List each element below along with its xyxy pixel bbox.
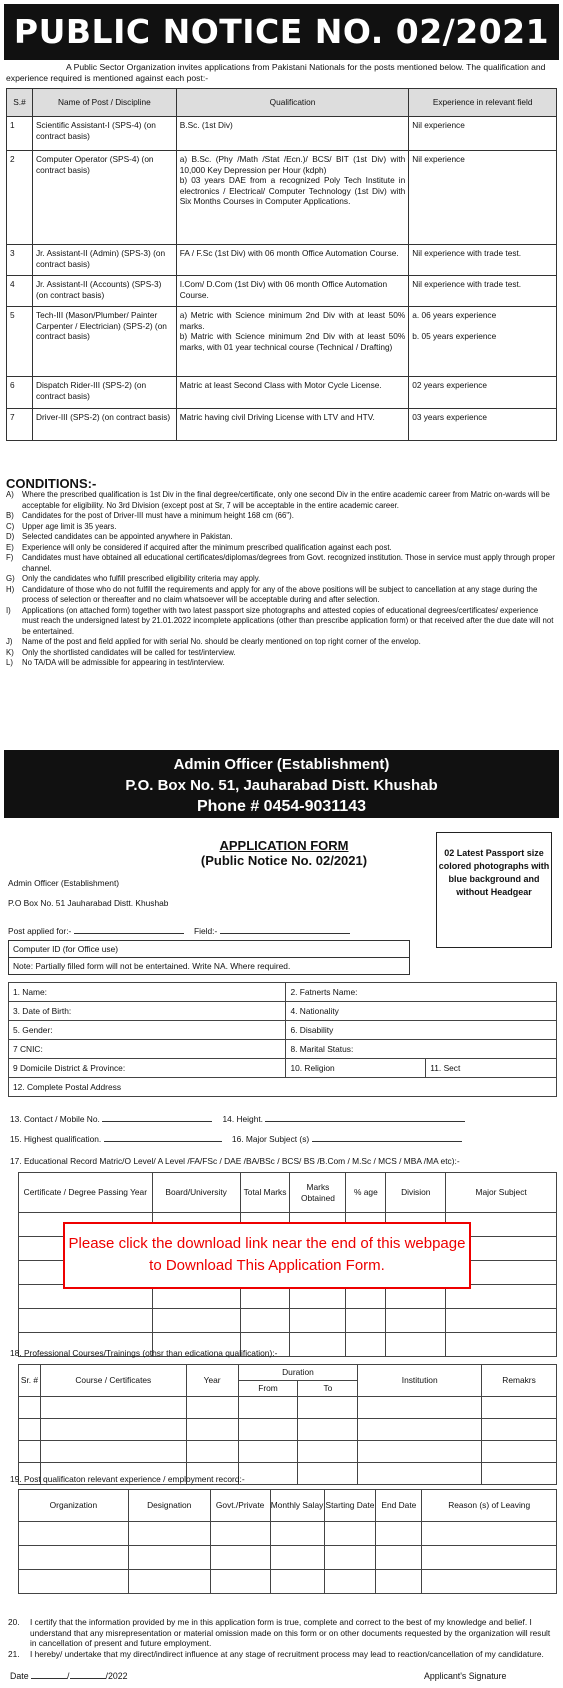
edu-cell[interactable]	[346, 1333, 386, 1357]
form-address-office: Admin Officer (Establishment)	[8, 878, 120, 888]
cell-qualification: a) Metric with Science minimum 2nd Div with at least 50% marks. b) Matric with Science minimum 2nd Div with at least 50% marks, with 01 year technical course (Technical / Drafting)	[176, 307, 409, 377]
prof-cell[interactable]	[482, 1463, 557, 1485]
prof-cell[interactable]	[358, 1463, 482, 1485]
list-item	[6, 585, 557, 606]
condition-text: Experience will only be considered if acquired after the minimum prescribed qualification against each post.	[22, 542, 392, 552]
exp-cell[interactable]	[422, 1570, 557, 1594]
exp-header-reason: Reason (s) of Leaving	[422, 1490, 557, 1522]
condition-text: Only the shortlisted candidates will be called for test/interview.	[22, 647, 236, 657]
exp-cell[interactable]	[128, 1546, 210, 1570]
cell-experience: 02 years experience	[409, 377, 557, 409]
prof-cell[interactable]	[40, 1397, 186, 1419]
table-row	[19, 1309, 557, 1333]
exp-header-salary: Monthly Salay	[270, 1490, 324, 1522]
condition-text: Upper age limit is 35 years.	[22, 521, 117, 531]
exp-cell[interactable]	[324, 1570, 376, 1594]
qualification-row	[10, 1134, 462, 1144]
exp-cell[interactable]	[422, 1546, 557, 1570]
major-subject-label: 16. Major Subject (s)	[231, 1134, 310, 1144]
gender-field[interactable]: 5. Gender:	[9, 1021, 286, 1040]
table-row	[7, 117, 557, 151]
declarations	[8, 1617, 557, 1659]
list-item	[6, 553, 557, 574]
condition-text: No TA/DA will be admissible for appearing in test/interview.	[22, 658, 225, 667]
condition-key: K)	[6, 647, 14, 657]
table-row	[7, 307, 557, 377]
contact-office: Admin Officer (Establishment)	[173, 756, 390, 773]
postal-address-field[interactable]: 12. Complete Postal Address	[9, 1078, 557, 1097]
condition-text: Only the candidates who fulfill prescribed eligibility criteria may apply.	[22, 574, 261, 583]
posts-table	[6, 88, 557, 441]
condition-text: Selected candidates can be appointed anywhere in Pakistan.	[22, 532, 233, 541]
conditions-heading: CONDITIONS:-	[6, 476, 97, 491]
table-row	[7, 409, 557, 441]
conditions-list	[6, 490, 557, 669]
personal-info-table	[8, 982, 557, 1097]
decl-text: I hereby/ undertake that my direct/indirect influence at any stage of recruitment process may lead to reaction/cancellation of my candidature.	[30, 1648, 544, 1659]
prof-title: 18. Professional Courses/Trainings (othsr than edicationa qualification):-	[10, 1348, 278, 1358]
prof-cell[interactable]	[19, 1441, 41, 1463]
edu-cell[interactable]	[290, 1333, 346, 1357]
exp-cell[interactable]	[324, 1522, 376, 1546]
applicant-signature: Applicant's Signature	[424, 1671, 507, 1681]
edu-cell[interactable]	[386, 1333, 446, 1357]
exp-header-designation: Designation	[128, 1490, 210, 1522]
header-post: Name of Post / Discipline	[32, 89, 176, 117]
date-day-input[interactable]	[31, 1678, 67, 1679]
table-row	[19, 1419, 557, 1441]
prof-cell[interactable]	[238, 1419, 298, 1441]
father-name-field[interactable]: 2. Fatnerts Name:	[286, 983, 557, 1002]
exp-cell[interactable]	[270, 1522, 324, 1546]
exp-cell[interactable]	[210, 1570, 270, 1594]
prof-header-year: Year	[186, 1365, 238, 1397]
cell-qualification: B.Sc. (1st Div)	[176, 117, 409, 151]
photo-box: 02 Latest Passport size colored photographs with blue background and without Headgear	[436, 832, 552, 948]
condition-key: L)	[6, 658, 13, 667]
condition-key: G)	[6, 574, 15, 583]
cell-sn: 4	[7, 276, 33, 307]
table-row	[19, 1546, 557, 1570]
highest-qualification-label: 15. Highest qualification.	[10, 1134, 102, 1144]
edu-cell[interactable]	[446, 1333, 557, 1357]
cell-post: Dispatch Rider-III (SPS-2) (on contract basis)	[32, 377, 176, 409]
form-subtitle: (Public Notice No. 02/2021)	[200, 853, 368, 868]
condition-key: C)	[6, 521, 15, 531]
contact-address: P.O. Box No. 51, Jauharabad Distt. Khushab	[125, 777, 438, 794]
cell-qualification: a) B.Sc. (Phy /Math /Stat /Ecn.)/ BCS/ BIT (1st Div) with 10,000 Key Depression per Hour (kdph) b) 03 years DAE from a recognized Poly Tech Institute in electronics / Electrical/ Computer Technology (1st Div) with Six Months Courses in Computer Applications.	[176, 151, 409, 245]
list-item	[6, 522, 557, 533]
prof-cell[interactable]	[358, 1397, 482, 1419]
download-notice[interactable]: Please click the download link near the end of this webpage to Download This Application Form.	[63, 1222, 471, 1289]
condition-text: Where the prescribed qualification is 1st Div in the final degree/certificate, only one second Div in the entire academic career from Matric on-wards will be acceptable for eligibility. No 3rd Division (except post at Sr, 7 will be acceptable in the entire academic career.	[22, 490, 550, 510]
cell-experience: Nil experience	[409, 117, 557, 151]
professional-courses-table	[18, 1364, 557, 1485]
edu-cell[interactable]	[152, 1309, 240, 1333]
contact-row	[10, 1114, 465, 1124]
edu-cell[interactable]	[290, 1309, 346, 1333]
cell-post: Computer Operator (SPS-4) (on contract basis)	[32, 151, 176, 245]
cell-qualification: Matric having civil Driving License with LTV and HTV.	[176, 409, 409, 441]
condition-key: A)	[6, 490, 14, 499]
post-applied-label: Post applied for:-	[8, 926, 72, 936]
field-input[interactable]	[220, 933, 350, 934]
contact-phone: Phone # 0454-9031143	[196, 798, 366, 815]
list-item	[6, 490, 557, 511]
cell-post: Jr. Assistant-II (Accounts) (SPS-3) (on contract basis)	[32, 276, 176, 307]
exp-cell[interactable]	[376, 1570, 422, 1594]
edu-cell[interactable]	[19, 1309, 153, 1333]
edu-header-percent: % age	[346, 1173, 386, 1213]
cell-experience: a. 06 years experience b. 05 years experience	[409, 307, 557, 377]
condition-key: F)	[6, 553, 14, 562]
exp-cell[interactable]	[19, 1570, 129, 1594]
exp-cell[interactable]	[376, 1546, 422, 1570]
cell-sn: 7	[7, 409, 33, 441]
cell-sn: 3	[7, 245, 33, 276]
dob-field[interactable]: 3. Date of Birth:	[9, 1002, 286, 1021]
cell-post: Jr. Assistant-II (Admin) (SPS-3) (on contract basis)	[32, 245, 176, 276]
contact-input[interactable]	[102, 1121, 212, 1122]
exp-cell[interactable]	[270, 1546, 324, 1570]
cell-experience: Nil experience	[409, 151, 557, 245]
cell-experience: Nil experience with trade test.	[409, 245, 557, 276]
height-input[interactable]	[265, 1121, 465, 1122]
table-row	[7, 276, 557, 307]
prof-cell[interactable]	[19, 1419, 41, 1441]
prof-header-duration: Duration	[238, 1365, 358, 1381]
exp-cell[interactable]	[128, 1570, 210, 1594]
list-item	[6, 606, 557, 638]
computer-id-field[interactable]: Computer ID (for Office use)	[13, 944, 119, 954]
date-row: Date / /2022	[10, 1671, 128, 1681]
condition-key: D)	[6, 532, 15, 541]
disability-field[interactable]: 6. Disability	[286, 1021, 557, 1040]
edu-header-division: Division	[386, 1173, 446, 1213]
sect-field[interactable]: 11. Sect	[426, 1059, 557, 1078]
cell-experience: Nil experience with trade test.	[409, 276, 557, 307]
prof-header-from: From	[238, 1381, 298, 1397]
prof-cell[interactable]	[298, 1463, 358, 1485]
cell-sn: 2	[7, 151, 33, 245]
condition-key: E)	[6, 542, 14, 552]
nationality-field[interactable]: 4. Nationality	[286, 1002, 557, 1021]
list-item	[8, 1617, 557, 1649]
domicile-field[interactable]: 9 Domicile District & Province:	[9, 1059, 286, 1078]
edu-header-obtained: Marks Obtained	[290, 1173, 346, 1213]
table-row	[7, 377, 557, 409]
form-address-box: P.O Box No. 51 Jauharabad Distt. Khushab	[8, 898, 169, 908]
intro-text: A Public Sector Organization invites applications from Pakistani Nationals for the posts mentioned below. The qualification and experience required is mentioned against each post:-	[6, 62, 546, 83]
post-applied-row	[8, 926, 350, 936]
date-label: Date	[10, 1671, 29, 1681]
condition-text: Applications (on attached form) together with two latest passport size photographs and attested copies of educational degrees/certificates/ experience must reach the undersigned latest by 21.01.2022 incomplete applications (other than prescribe application form) or that received after the due date will not be entertained.	[22, 605, 554, 636]
table-row	[7, 151, 557, 245]
exp-cell[interactable]	[376, 1522, 422, 1546]
edu-header-total: Total Marks	[240, 1173, 290, 1213]
prof-cell[interactable]	[238, 1441, 298, 1463]
table-row	[19, 1522, 557, 1546]
table-row	[19, 1570, 557, 1594]
header-sn: S.#	[7, 89, 33, 117]
list-item	[6, 532, 557, 543]
header-qualification: Qualification	[176, 89, 409, 117]
list-item	[6, 574, 557, 585]
cell-qualification: FA / F.Sc (1st Div) with 06 month Office Automation Course.	[176, 245, 409, 276]
prof-cell[interactable]	[186, 1397, 238, 1419]
edu-header-major: Major Subject	[446, 1173, 557, 1213]
prof-cell[interactable]	[298, 1397, 358, 1419]
field-label: Field:-	[193, 926, 218, 936]
contact-label: 13. Contact / Mobile No.	[10, 1114, 100, 1124]
list-item	[6, 511, 557, 522]
condition-key: B)	[6, 511, 14, 520]
form-title: APPLICATION FORM	[219, 838, 349, 853]
prof-cell[interactable]	[358, 1441, 482, 1463]
condition-text: Name of the post and field applied for with serial No. should be clearly mentioned on top right corner of the envelop.	[22, 637, 421, 646]
contact-block	[4, 750, 559, 818]
edu-cell[interactable]	[446, 1309, 557, 1333]
name-field[interactable]: 1. Name:	[9, 983, 286, 1002]
height-label: 14. Height.	[222, 1114, 264, 1124]
prof-header-remarks: Remakrs	[482, 1365, 557, 1397]
exp-header-organization: Organization	[19, 1490, 129, 1522]
condition-key: J)	[6, 637, 13, 646]
religion-field[interactable]: 10. Religion	[286, 1059, 426, 1078]
edu-cell[interactable]	[240, 1309, 290, 1333]
list-item	[6, 543, 557, 554]
cnic-field[interactable]: 7 CNIC:	[9, 1040, 286, 1059]
header-experience: Experience in relevant field	[409, 89, 557, 117]
date-year: /2022	[105, 1671, 128, 1681]
marital-status-field[interactable]: 8. Marital Status:	[286, 1040, 557, 1059]
prof-cell[interactable]	[482, 1419, 557, 1441]
list-item	[6, 658, 557, 669]
public-notice-page	[4, 0, 559, 1688]
prof-cell[interactable]	[482, 1397, 557, 1419]
exp-cell[interactable]	[19, 1546, 129, 1570]
cell-sn: 5	[7, 307, 33, 377]
prof-cell[interactable]	[238, 1463, 298, 1485]
prof-cell[interactable]	[186, 1441, 238, 1463]
cell-experience: 03 years experience	[409, 409, 557, 441]
prof-cell[interactable]	[298, 1441, 358, 1463]
prof-cell[interactable]	[186, 1419, 238, 1441]
cell-qualification: Matric at least Second Class with Motor Cycle License.	[176, 377, 409, 409]
exp-header-end: End Date	[376, 1490, 422, 1522]
exp-cell[interactable]	[324, 1546, 376, 1570]
prof-header-sr: Sr. #	[19, 1365, 41, 1397]
prof-cell[interactable]	[19, 1397, 41, 1419]
edu-cell[interactable]	[346, 1309, 386, 1333]
prof-cell[interactable]	[40, 1419, 186, 1441]
date-month-input[interactable]	[70, 1678, 106, 1679]
prof-header-institution: Institution	[358, 1365, 482, 1397]
decl-key: 21.	[8, 1648, 20, 1659]
form-title-block	[184, 838, 384, 868]
prof-cell[interactable]	[482, 1441, 557, 1463]
cell-post: Driver-III (SPS-2) (on contract basis)	[32, 409, 176, 441]
cell-sn: 6	[7, 377, 33, 409]
edu-header-board: Board/University	[152, 1173, 240, 1213]
exp-cell[interactable]	[210, 1522, 270, 1546]
list-item	[8, 1649, 557, 1660]
major-subject-input[interactable]	[312, 1141, 462, 1142]
exp-title: 19. Post qualificaton relevant experience / employment record:-	[10, 1474, 245, 1484]
list-item	[6, 637, 557, 648]
cell-sn: 1	[7, 117, 33, 151]
prof-cell[interactable]	[238, 1397, 298, 1419]
exp-cell[interactable]	[19, 1522, 129, 1546]
condition-key: H)	[6, 584, 15, 594]
condition-text: Candidates for the post of Driver-III must have a minimum height 168 cm (66").	[22, 511, 294, 520]
cell-post: Tech-III (Mason/Plumber/ Painter Carpenter / Electrician) (SPS-2) (on contract basis)	[32, 307, 176, 377]
exp-cell[interactable]	[128, 1522, 210, 1546]
prof-header-course: Course / Certificates	[40, 1365, 186, 1397]
highest-qualification-input[interactable]	[104, 1141, 222, 1142]
cell-post: Scientific Assistant-I (SPS-4) (on contract basis)	[32, 117, 176, 151]
exp-cell[interactable]	[210, 1546, 270, 1570]
edu-title: 17. Educational Record Matric/O Level/ A Level /FA/FSc / DAE /BA/BSc / BCS/ BS /B.Com / M.Sc / MCS / MBA /MA etc):-	[10, 1156, 460, 1166]
exp-header-start: Starting Date	[324, 1490, 376, 1522]
prof-cell[interactable]	[298, 1419, 358, 1441]
cell-qualification: I.Com/ D.Com (1st Div) with 06 month Office Automation Course.	[176, 276, 409, 307]
exp-cell[interactable]	[422, 1522, 557, 1546]
experience-table	[18, 1489, 557, 1594]
list-item	[6, 648, 557, 659]
condition-text: Candidature of those who do not fulfill the requirements and apply for any of the above positions will be subject to cancellation at any stage during the process of selection or thereafter and no claim whatsoever will be acceptable during and after selection.	[22, 584, 538, 604]
decl-key: 20.	[8, 1617, 20, 1627]
prof-cell[interactable]	[358, 1419, 482, 1441]
edu-header-certificate: Certificate / Degree Passing Year	[19, 1173, 153, 1213]
table-row	[7, 245, 557, 276]
decl-text: I certify that the information provided by me in this application form is true, complete and correct to the best of my knowledge and belief. I understand that any misrepresentation or material omission made on this form or on other documents requested by the organization will result in cancellation of present and future employment.	[30, 1617, 551, 1648]
exp-cell[interactable]	[270, 1570, 324, 1594]
table-row	[19, 1397, 557, 1419]
condition-text: Candidates must have obtained all educational certificates/diplomas/degrees from Govt. recognized institution. Those in service must apply through proper channel.	[22, 553, 555, 573]
edu-cell[interactable]	[386, 1309, 446, 1333]
exp-header-type: Govt./Private	[210, 1490, 270, 1522]
table-row	[19, 1441, 557, 1463]
condition-key: I)	[6, 605, 11, 615]
prof-header-to: To	[298, 1381, 358, 1397]
post-applied-field[interactable]	[74, 933, 184, 934]
form-note: Note: Partially filled form will not be entertained. Write NA. Where required.	[9, 957, 409, 974]
notice-banner: PUBLIC NOTICE NO. 02/2021	[4, 4, 559, 60]
prof-cell[interactable]	[40, 1441, 186, 1463]
office-use-box	[8, 940, 410, 975]
